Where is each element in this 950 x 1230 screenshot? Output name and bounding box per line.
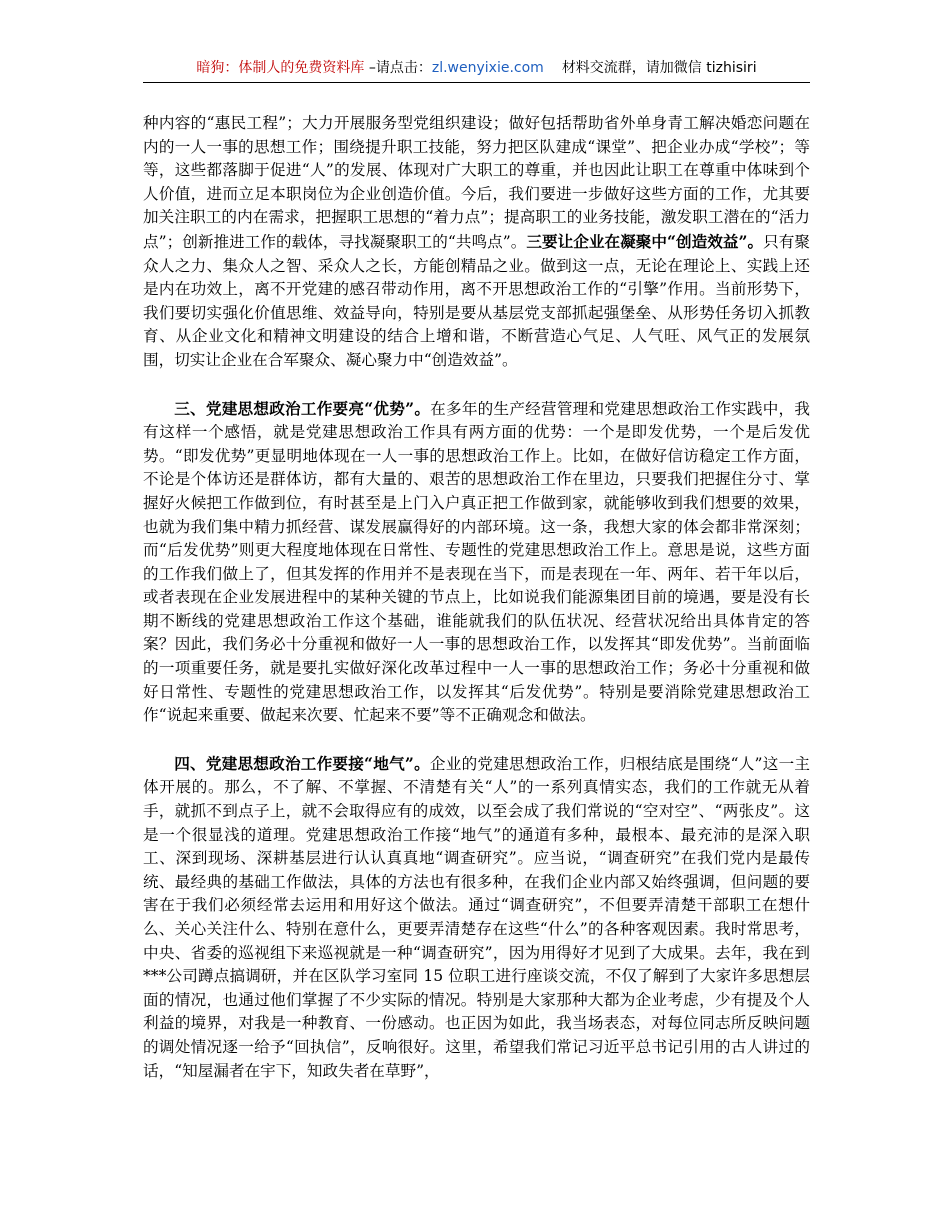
section-four-paragraph	[143, 752, 810, 1083]
document-body	[143, 112, 810, 1083]
section-three-paragraph	[143, 397, 810, 728]
header-click-prompt: –请点击：	[364, 60, 432, 76]
section-three-heading: 三、党建思想政治工作要亮“优势”。	[174, 398, 431, 418]
page-header	[143, 58, 810, 83]
header-group-note: 材料交流群，请加微信 tizhisiri	[561, 60, 757, 76]
paragraph-bold-heading: 三要让企业在凝聚中“创造效益”。	[526, 231, 764, 251]
section-three-text: 在多年的生产经营管理和党建思想政治工作实践中，我有这样一个感悟，就是党建思想政治工作具有两方面的优势：一个是即发优势，一个是后发优势。“即发优势”更显明地体现在一人一事的思想政治工作上。比如，在做好信访稳定工作方面，不论是个体访还是群体访，都有大量的、艰苦的思想政治工作在里边，只要我们把握住分寸、掌握好火候把工作做到位，有时甚至是上门入户真正把工作做到家，就能够收到我们想要的效果，也就为我们集中精力抓经营、谋发展赢得好的内部环境。这一条，我想大家的体会都非常深刻；而“后发优势”则更大程度地体现在日常性、专题性的党建思想政治工作上。意思是说，这些方面的工作我们做上了，但其发挥的作用并不是表现在当下，而是表现在一年、两年、若干年以后，或者表现在企业发展进程中的某种关键的节点上，比如说我们能源集团目前的境遇，要是没有长期不断线的党建思想政治工作这个基础，谁能就我们的队伍状况、经营状况给出具体肯定的答案？因此，我们务必十分重视和做好一人一事的思想政治工作，以发挥其“即发优势”。当前面临的一项重要任务，就是要扎实做好深化改革过程中一人一事的思想政治工作；务必十分重视和做好日常性、专题性的党建思想政治工作，以发挥其“后发优势”。特别是要消除党建思想政治工作“说起来重要、做起来次要、忙起来不要”等不正确观念和做法。	[143, 399, 810, 725]
paragraph-text: 种内容的“惠民工程”；大力开展服务型党组织建设；做好包括帮助省外单身青工解决婚恋问题在内的一人一事的思想工作；围绕提升职工技能，努力把区队建成“课堂”、把企业办成“学校”；等等，这些都落脚于促进“人”的发展、体现对广大职工的尊重，并也因此让职工在尊重中体味到个人价值，进而立足本职岗位为企业创造价值。今后，我们要进一步做好这些方面的工作，尤其要加关注职工的内在需求，把握职工思想的“着力点”；提高职工的业务技能，激发职工潜在的“活力点”；创新推进工作的载体，寻找凝聚职工的“共鸣点”。	[143, 114, 810, 251]
header-url-link[interactable]: zl.wenyixie.com	[431, 60, 544, 76]
paragraph-continuation	[143, 112, 810, 373]
paragraph-text: 只有聚众人之力、集众人之智、采众人之长，方能创精品之业。做到这一点，无论在理论上、实践上还是内在功效上，离不开党建的感召带动作用，离不开思想政治工作的“引擎”作用。当前形势下，我们要切实强化价值思维、效益导向，特别是要从基层党支部抓起强堡垒、从形势任务切入抓教育、从企业文化和精神文明建设的结合上增和谐，不断营造心气足、人气旺、风气正的发展氛围，切实让企业在合军聚众、凝心聚力中“创造效益”。	[143, 232, 810, 369]
header-brand-link[interactable]: 暗狗：体制人的免费资料库	[196, 60, 365, 76]
section-four-heading: 四、党建思想政治工作要接“地气”。	[174, 753, 430, 773]
section-four-text: 企业的党建思想政治工作，归根结底是围绕“人”这一主体开展的。那么，不了解、不掌握、不清楚有关“人”的一系列真情实态，我们的工作就无从着手，就抓不到点子上，就不会取得应有的成效，以至会成了我们常说的“空对空”、“两张皮”。这是一个很显浅的道理。党建思想政治工作接“地气”的通道有多种，最根本、最充沛的是深入职工、深到现场、深耕基层进行认认真真地“调查研究”。应当说，“调查研究”在我们党内是最传统、最经典的基础工作做法，具体的方法也有很多种，在我们企业内部又始终强调，但问题的要害在于我们必须经常去运用和用好这个做法。通过“调查研究”，不但要弄清楚干部职工在想什么、关心关注什么、特别在意什么，更要弄清楚存在这些“什么”的各种客观因素。我时常思考，中央、省委的巡视组下来巡视就是一种“调查研究”，因为用得好才见到了大成果。去年，我在到***公司蹲点搞调研，并在区队学习室同 15 位职工进行座谈交流，不仅了解到了大家许多思想层面的情况，也通过他们掌握了不少实际的情况。特别是大家那种大都为企业考虑，少有提及个人利益的境界，对我是一种教育、一份感动。也正因为如此，我当场表态，对每位同志所反映问题的调处情况逐一给予“回执信”，反响很好。这里，希望我们常记习近平总书记引用的古人讲过的话，“知屋漏者在宇下，知政失者在草野”，	[143, 754, 810, 1080]
